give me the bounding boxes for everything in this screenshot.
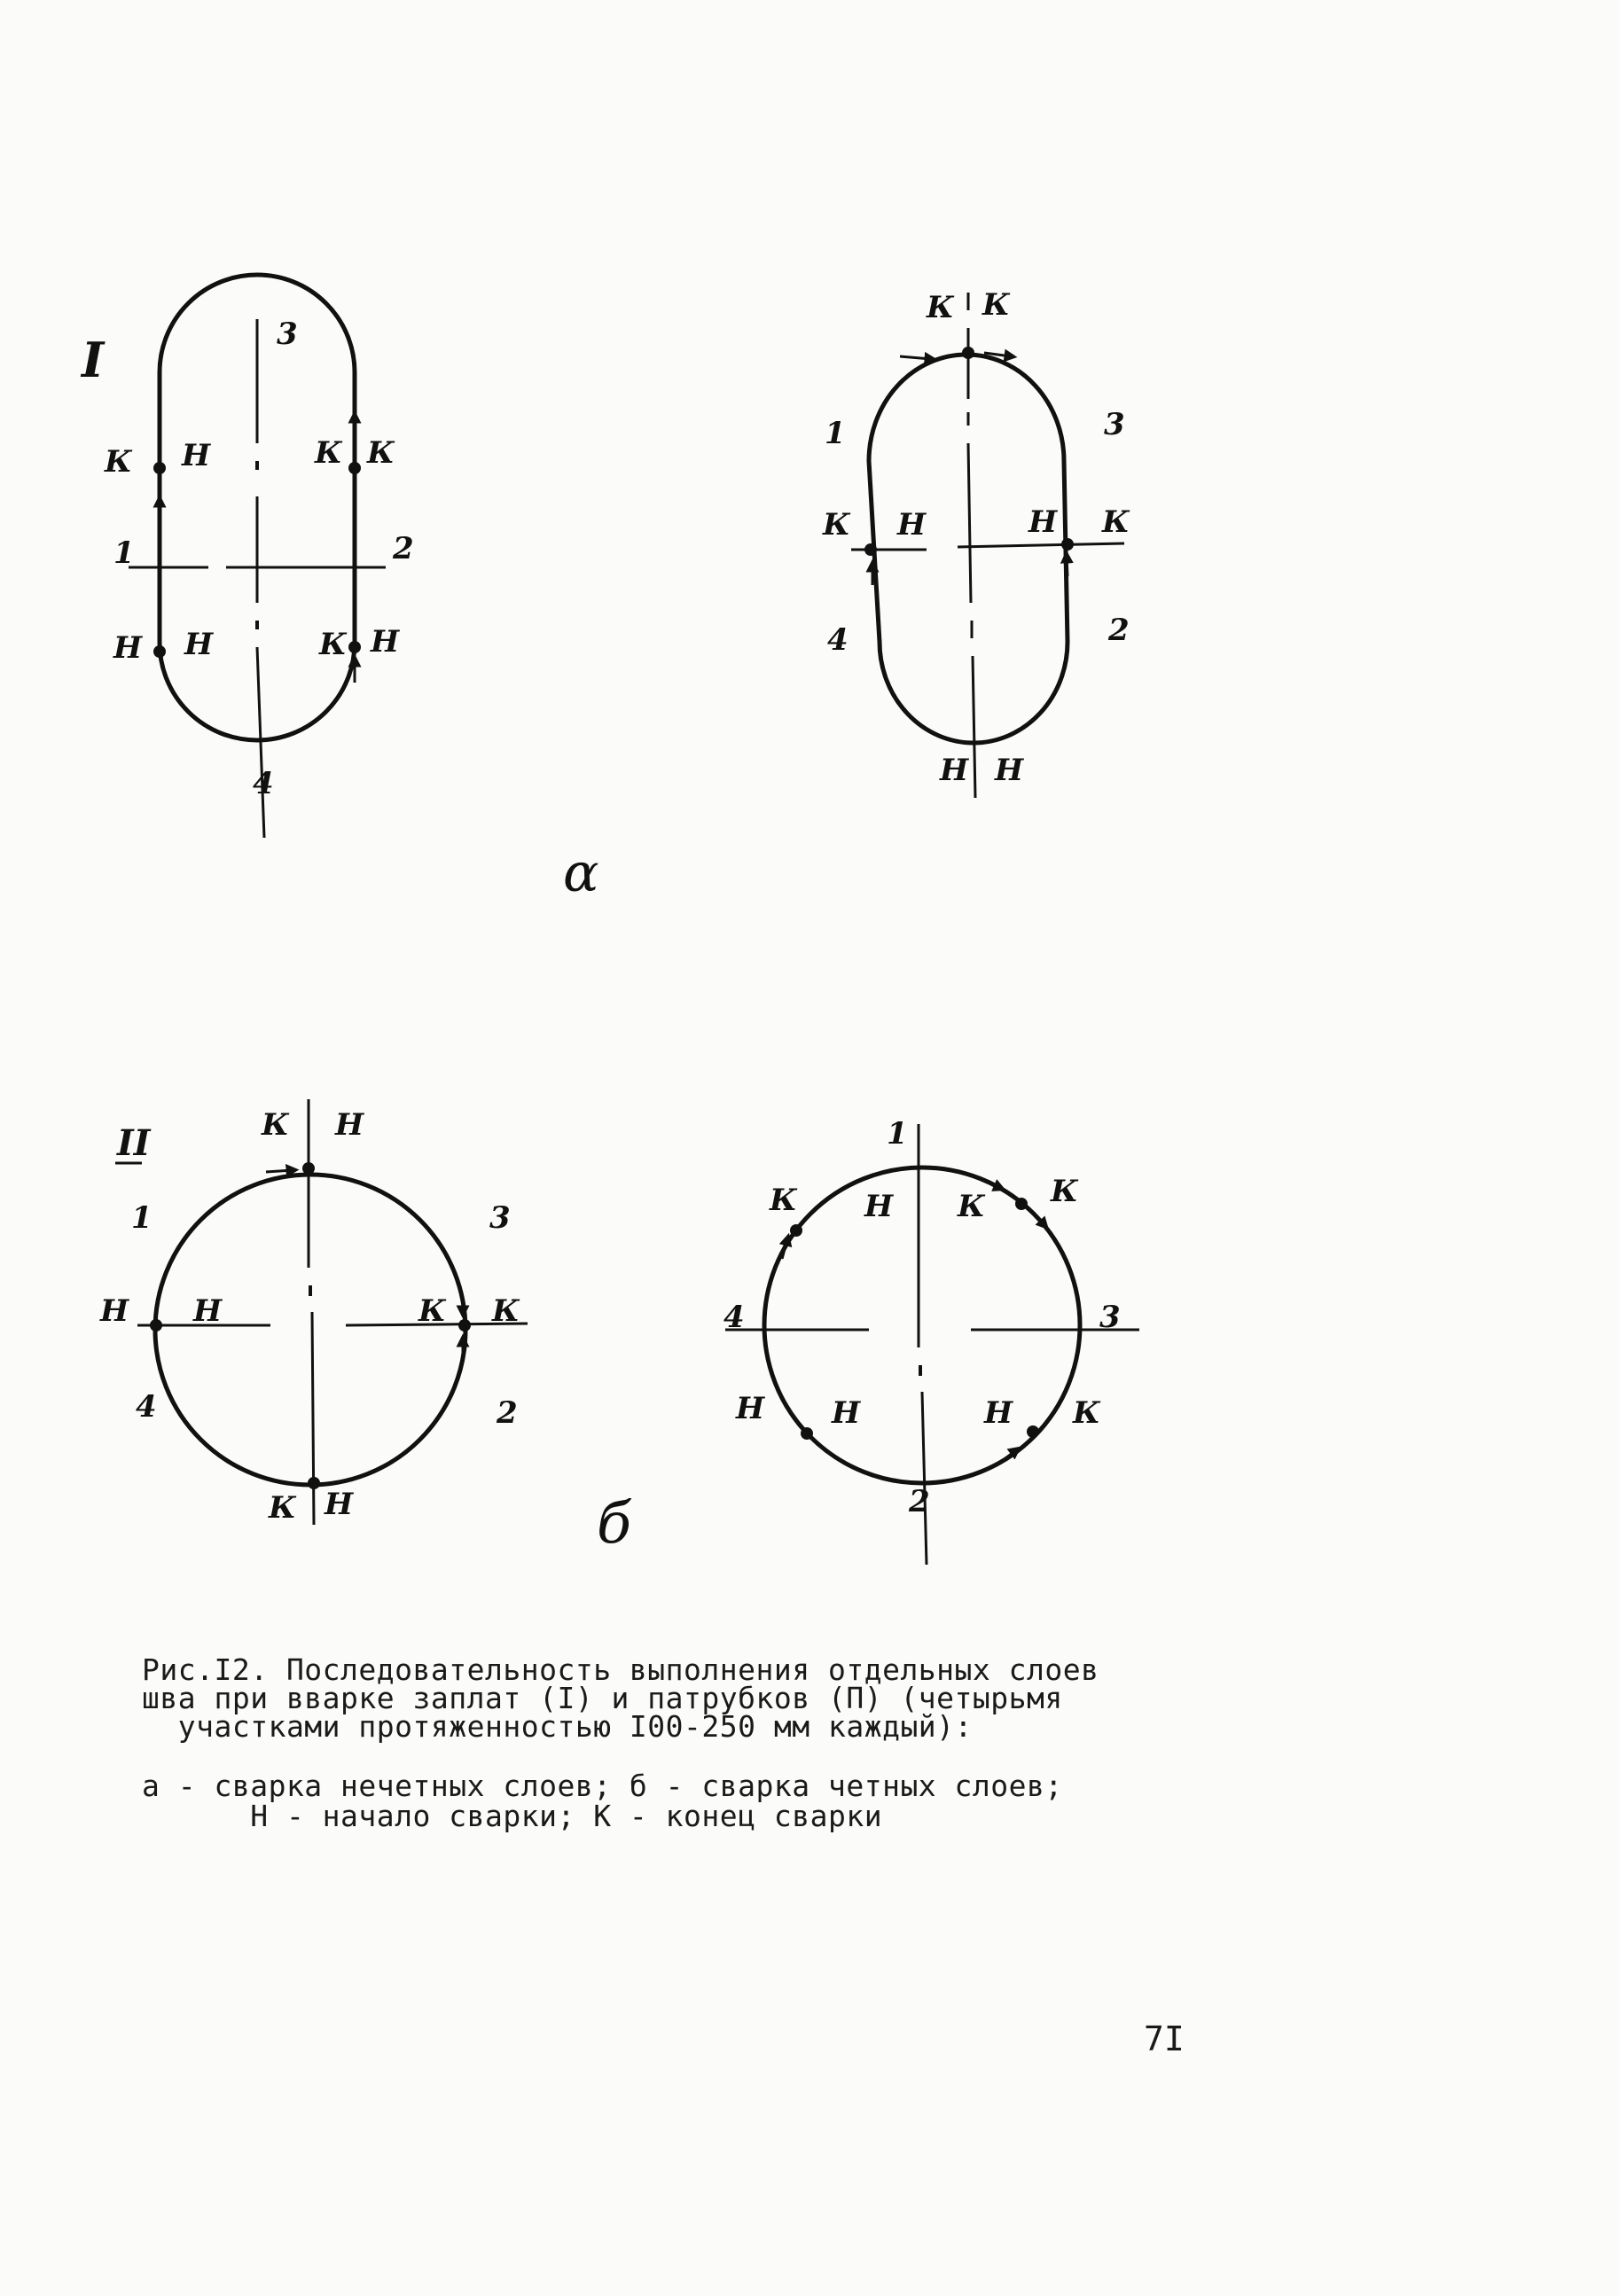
- oval-a-right-axis-upper-right: 3: [1104, 407, 1125, 442]
- circle-b-right-mark-ur-outer: К: [1051, 1174, 1078, 1209]
- circle-b-right-mark-ur-inner: К: [958, 1189, 985, 1224]
- oval-a-right-mark-ml-inner: Н: [897, 507, 927, 543]
- circle-b-left-axis-upper-right: 3: [489, 1200, 511, 1236]
- subfigure-a-label: α: [563, 842, 599, 904]
- oval-a-left: [129, 275, 386, 838]
- circle-b-left-mark-mr-inner: К: [418, 1293, 446, 1329]
- page-number: 7I: [1144, 2019, 1185, 2058]
- legend-line-2: Н - начало сварки; К - конец сварки: [142, 1799, 883, 1833]
- circle-b-right-axis-right: 3: [1099, 1300, 1121, 1335]
- oval-a-right-mark-mr-inner: Н: [1028, 504, 1058, 540]
- oval-a-right-dot-top: [962, 347, 974, 359]
- circle-b-left-dot-bottom: [308, 1477, 320, 1489]
- circle-b-left-mark-mr-outer: К: [492, 1293, 520, 1329]
- oval-a-left-dot-ul: [153, 462, 166, 474]
- circle-b-left-axis-lower-left: 4: [136, 1389, 157, 1425]
- circle-b-left-mark-ml-outer: Н: [100, 1293, 129, 1329]
- oval-a-right-dot-right: [1061, 538, 1074, 551]
- circle-b-right-dot-ur: [1015, 1198, 1028, 1210]
- figure-legend: [142, 1771, 1206, 1831]
- oval-a-right-axis-lower-left: 4: [827, 622, 849, 658]
- oval-a-right-mark-bottom-right: Н: [995, 753, 1024, 788]
- oval-a-right-mark-top-left: К: [927, 290, 954, 325]
- circle-b-right-mark-ll-inner: Н: [832, 1395, 861, 1431]
- oval-a-left-dot-lr: [348, 641, 361, 653]
- group-II-label: II: [117, 1122, 151, 1164]
- oval-a-left-mark-lr-outer: Н: [371, 624, 400, 660]
- circle-b-right-mark-lr-outer: К: [1073, 1395, 1100, 1431]
- oval-a-left-axis-bottom: 4: [253, 766, 274, 801]
- oval-a-right-mark-bottom-left: Н: [940, 753, 969, 788]
- circle-b-left-dot-top: [302, 1162, 315, 1175]
- circle-b-right-axis-top: 1: [887, 1116, 908, 1152]
- oval-a-right-mark-mr-outer: К: [1102, 504, 1130, 540]
- circle-b-right-axis-bottom: 2: [909, 1484, 930, 1519]
- oval-a-left-mark-ur-outer: К: [367, 435, 395, 471]
- oval-a-left-axis-top: 3: [277, 316, 298, 352]
- oval-a-left-mark-ul-inner: Н: [182, 438, 211, 473]
- circle-b-right-mark-ul-inner: Н: [864, 1189, 894, 1224]
- oval-a-right-axis-upper-left: 1: [825, 416, 846, 451]
- oval-a-left-mark-ll-outer: Н: [113, 630, 143, 666]
- caption-line-3: участками протяженностью I00-250 мм каждый):: [142, 1709, 973, 1744]
- caption-line-2: шва при вварке заплат (I) и патрубков (П) (четырьмя: [142, 1681, 1063, 1715]
- circle-b-left-mark-ml-inner: Н: [193, 1293, 223, 1329]
- oval-a-left-axis-right: 2: [393, 531, 414, 566]
- circle-b-left-dot-left: [150, 1319, 162, 1332]
- caption-line-1: Рис.I2. Последовательность выполнения отдельных слоев: [142, 1652, 1099, 1687]
- oval-a-left-dot-ur: [348, 462, 361, 474]
- circle-b-left-axis-upper-left: 1: [131, 1200, 153, 1236]
- circle-b-left-mark-bottom-right: Н: [325, 1487, 354, 1522]
- oval-a-right: [851, 293, 1124, 798]
- group-I-label: I: [82, 332, 105, 388]
- circle-b-right-axis-left: 4: [723, 1300, 745, 1335]
- circle-b-right-dot-ll: [801, 1427, 813, 1440]
- circle-b-left-axis-lower-right: 2: [497, 1395, 518, 1431]
- oval-a-right-mark-top-right: К: [982, 287, 1010, 323]
- circle-b-right-mark-ul-outer: К: [770, 1183, 797, 1218]
- oval-a-left-mark-ur-inner: К: [315, 435, 342, 471]
- circle-b-left-outline: [155, 1175, 465, 1485]
- circle-b-right-dot-lr: [1027, 1425, 1039, 1438]
- oval-a-right-mark-ml-outer: К: [823, 507, 850, 543]
- circle-b-left-mark-bottom-left: К: [269, 1490, 296, 1526]
- oval-a-right-axis-lower-right: 2: [1108, 613, 1130, 648]
- oval-a-right-dot-left: [864, 543, 877, 556]
- circle-b-right-mark-lr-inner: Н: [984, 1395, 1013, 1431]
- oval-a-left-dot-ll: [153, 645, 166, 658]
- subfigure-b-label: б: [597, 1491, 632, 1557]
- circle-b-left-dot-right: [458, 1319, 471, 1332]
- circle-b-right-mark-ll-outer: Н: [736, 1391, 765, 1426]
- circle-b-right-dot-ul: [790, 1224, 802, 1237]
- oval-a-left-mark-lr-inner: К: [319, 627, 347, 662]
- oval-a-left-axis-left: 1: [113, 535, 135, 571]
- oval-a-left-mark-ul-outer: К: [105, 444, 132, 480]
- legend-line-1: а - сварка нечетных слоев; б - сварка четных слоев;: [142, 1769, 1063, 1803]
- oval-a-left-mark-ll-inner: Н: [184, 627, 214, 662]
- circle-b-left-mark-top-right: Н: [335, 1107, 364, 1143]
- circle-b-left-mark-top-left: К: [262, 1107, 289, 1143]
- figure-caption: [142, 1652, 1206, 1744]
